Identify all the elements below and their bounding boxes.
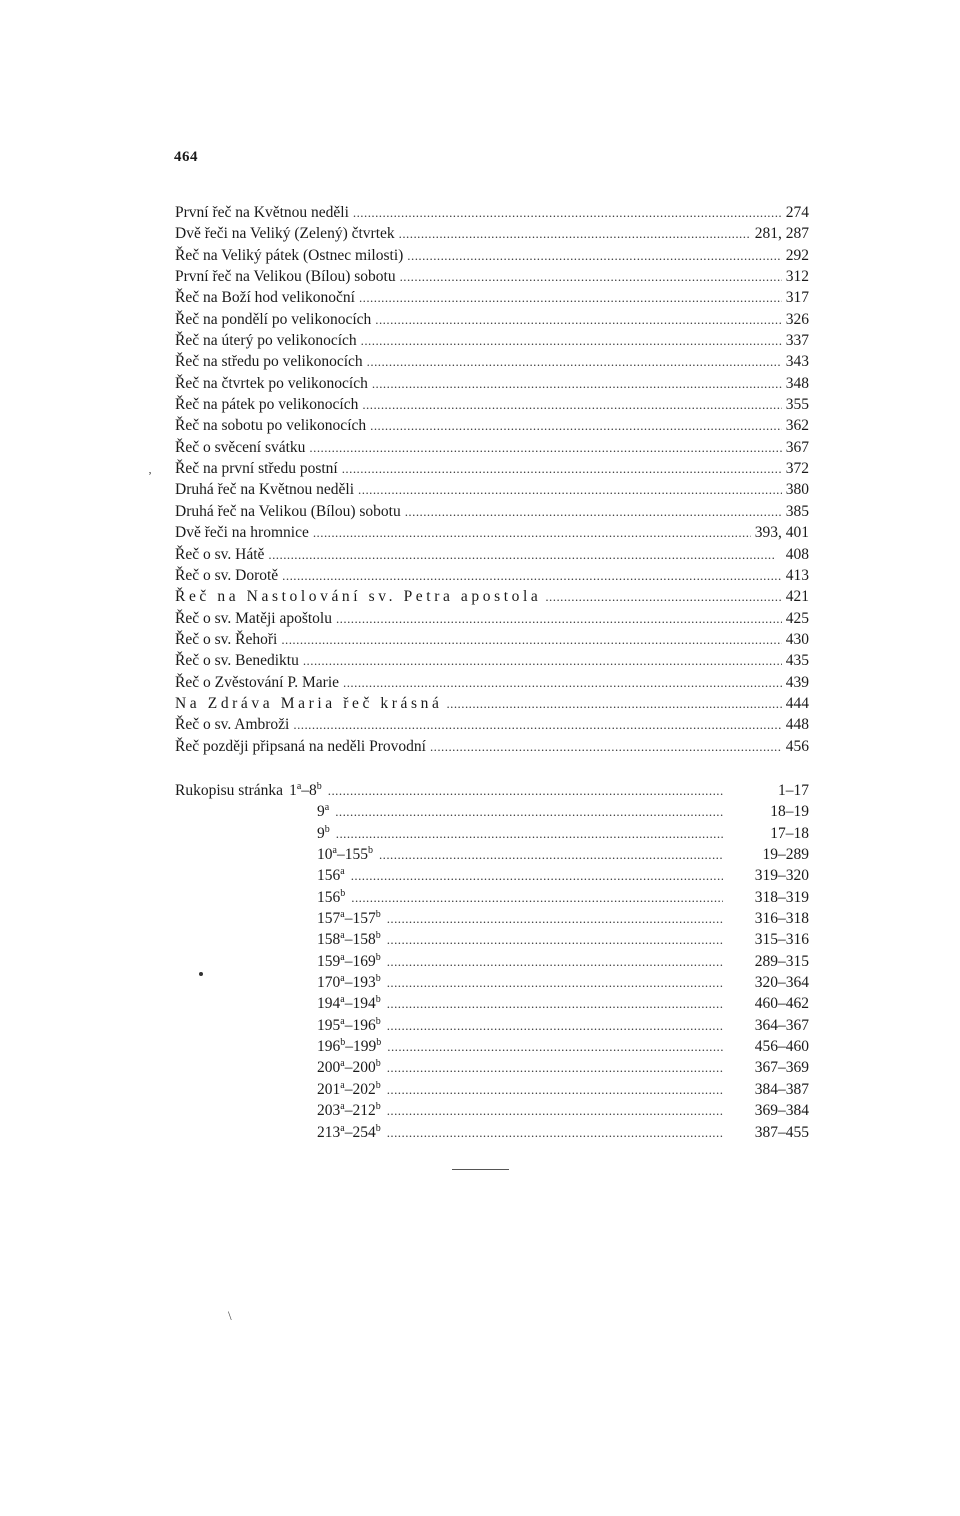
toc-entry-page: 362 [785,417,809,435]
manuscript-page-from: 156 [317,888,341,906]
margin-tick-mark: ‚ [148,462,152,476]
toc-entry-page: 408 [785,545,809,563]
toc-entry [175,415,809,436]
dot-leader [372,373,782,394]
manuscript-page-to: 199 [353,1038,377,1056]
dot-leader [351,865,723,886]
toc-entry [175,544,809,565]
toc-entry-page: 281, 287 [754,225,809,243]
manuscript-page-from: 10 [317,846,333,864]
dot-leader [335,801,723,822]
toc-entry-page: 444 [785,694,809,712]
toc-entry-title: Na Zdráva Maria řeč krásná [175,694,443,712]
manuscript-page-from: 159 [317,952,341,970]
manuscript-page-from-side: b [324,823,330,835]
toc-entry-page: 326 [785,310,809,328]
dot-leader [387,1122,723,1143]
range-dash: – [301,782,310,799]
dot-leader [387,1036,723,1057]
range-dash: – [344,952,353,970]
manuscript-page-from: 170 [317,974,341,992]
dot-leader [387,1057,723,1078]
concordance-row [175,951,809,972]
manuscript-page-to-side: b [375,1122,381,1134]
manuscript-pages [317,951,381,972]
toc-entry [175,586,809,607]
printed-page-range: 18–19 [770,803,809,821]
manuscript-page-from-side: a [340,866,345,878]
toc-entry [175,287,809,308]
toc-entry [175,437,809,458]
toc-entry-title: Řeč o sv. Řehoři [175,630,278,648]
manuscript-page-to-side: b [375,909,381,921]
toc-entry-page: 435 [785,652,809,670]
toc-entry-title: Řeč o sv. Benediktu [175,652,299,670]
manuscript-page-from: 158 [317,931,341,949]
toc-entry-page: 439 [785,673,809,691]
dot-leader [362,394,781,415]
toc-entry-title: Řeč na Veliký pátek (Ostnec milosti) [175,246,404,264]
manuscript-pages [317,929,381,950]
manuscript-page-from-side: a [340,1122,345,1134]
toc-entry-title: První řeč na Květnou neděli [175,204,349,221]
manuscript-page-to-side: b [375,994,381,1006]
range-dash: – [344,995,353,1013]
dot-leader [407,245,781,266]
dot-leader [336,608,782,629]
dot-leader [387,929,723,950]
concordance-row [175,993,809,1014]
range-dash: – [344,1016,353,1034]
toc-entry [175,565,809,586]
manuscript-page-to: 202 [352,1080,376,1098]
printed-page-range: 367–369 [754,1059,809,1077]
toc-entry [175,330,809,351]
manuscript-pages [289,780,322,801]
manuscript-page-to: 158 [352,931,376,949]
toc-entry-page: 337 [785,332,809,350]
toc-entry-title: Dvě řeči na hromnice [175,524,309,542]
concordance-row [175,1079,809,1100]
dot-leader [400,266,782,287]
manuscript-page-from-side: a [324,802,330,814]
toc-entry-title: Řeč o sv. Dorotě [175,566,279,584]
toc-entry-title: Řeč o Zvěstování P. Marie [175,673,340,691]
manuscript-pages [317,801,329,822]
manuscript-page-from-side: a [340,1079,345,1091]
toc-entry-title: Řeč na pondělí po velikonocích [175,310,372,328]
dot-leader [328,780,723,801]
toc-entry-page: 367 [785,438,809,456]
concordance-label: Rukopisu stránka [175,782,284,799]
range-dash: – [344,1059,353,1077]
toc-entry-title: Řeč na sobotu po velikonocích [175,417,367,435]
manuscript-page-to: 194 [352,995,376,1013]
dot-leader [375,309,781,330]
toc-entry-page: 317 [785,289,809,307]
manuscript-page-from-side: a [332,845,337,857]
toc-entry-title: Řeč o sv. Hátě [175,545,265,563]
manuscript-page-to: 212 [352,1102,376,1120]
toc-entry [175,373,809,394]
manuscript-page-concordance [175,780,809,1143]
dot-leader [353,202,782,223]
toc-entry-title: Druhá řeč na Velikou (Bílou) sobotu [175,502,401,520]
manuscript-pages [317,844,373,865]
printed-page-range: 315–316 [754,931,809,949]
dot-leader [303,650,782,671]
concordance-row [175,887,809,908]
toc-entry-page: 274 [785,204,809,221]
manuscript-page-from: 9 [317,824,325,842]
margin-dot-mark [199,972,203,976]
manuscript-page-from: 200 [317,1059,341,1077]
range-dash: – [344,1080,353,1098]
concordance-row [175,908,809,929]
toc-entry-page: 312 [785,268,809,286]
toc-entry-title: Řeč o svěcení svátku [175,438,306,456]
manuscript-page-to: 200 [352,1059,376,1077]
manuscript-pages [317,1122,381,1143]
manuscript-page-from-side: a [340,1058,345,1070]
manuscript-pages [317,1057,381,1078]
toc-entry [175,245,809,266]
toc-entry-title: Řeč na čtvrtek po velikonocích [175,374,368,392]
dot-leader [343,672,782,693]
manuscript-page-from-side: b [340,1037,346,1049]
range-dash: – [344,1102,353,1120]
toc-entry-page: 372 [785,460,809,478]
manuscript-page-from-side: a [340,909,345,921]
toc-entry [175,522,809,543]
manuscript-pages [317,887,345,908]
dot-leader [387,1100,723,1121]
manuscript-page-from: 9 [317,803,325,821]
printed-page-range: 320–364 [754,974,809,992]
dot-leader [281,629,781,650]
toc-entry [175,693,809,714]
dot-leader [387,951,723,972]
manuscript-pages [317,865,345,886]
printed-page-range: 318–319 [754,888,809,906]
manuscript-page-to-side: b [375,973,381,985]
manuscript-page-from: 194 [317,995,341,1013]
manuscript-page-from: 157 [317,910,341,928]
dot-leader [336,823,723,844]
toc-entry [175,672,809,693]
toc-entry [175,266,809,287]
dot-leader [446,693,781,714]
manuscript-page-from-side: a [340,930,345,942]
dot-leader [387,1015,723,1036]
concordance-row [175,929,809,950]
toc-entry-title: Řeč na středu po velikonocích [175,353,363,371]
toc-entry [175,501,809,522]
dot-leader [342,458,782,479]
concordance-row [175,801,809,822]
toc-entry [175,394,809,415]
range-dash: – [344,931,353,949]
toc-entry [175,458,809,479]
manuscript-page-from: 156 [317,867,341,885]
concordance-row [175,780,809,801]
printed-page-range: 316–318 [754,910,809,928]
printed-page-range: 1–17 [778,782,809,799]
manuscript-pages [317,993,381,1014]
toc-entry-page: 421 [785,588,809,606]
concordance-row [175,972,809,993]
dot-leader [387,993,723,1014]
dot-leader [387,972,723,993]
printed-page-range: 369–384 [754,1102,809,1120]
printed-page-range: 19–289 [762,846,809,864]
manuscript-page-to-side: b [375,1015,381,1027]
toc-entry-page: 456 [785,737,809,755]
manuscript-page-from-side: a [340,1015,345,1027]
manuscript-pages [317,1036,381,1057]
range-dash: – [344,910,353,928]
toc-entry-page: 348 [785,374,809,392]
dot-leader [545,586,781,607]
manuscript-page-to-side: b [375,1079,381,1091]
range-dash: – [344,1123,353,1141]
toc-entry-title: Řeč později připsaná na neděli Provodní [175,737,426,755]
manuscript-page-from: 196 [317,1038,341,1056]
toc-entry-page: 343 [785,353,809,371]
manuscript-page-to: 8 [309,782,317,799]
manuscript-page-from: 213 [317,1123,341,1141]
manuscript-page-from: 195 [317,1016,341,1034]
manuscript-pages [317,972,381,993]
toc-entry-title: Řeč o sv. Matěji apoštolu [175,609,332,627]
toc-entry [175,629,809,650]
toc-entry [175,202,809,223]
range-dash: – [345,1038,353,1056]
dot-leader [359,287,782,308]
dot-leader [351,887,723,908]
toc-entry-title: První řeč na Velikou (Bílou) sobotu [175,268,396,286]
toc-entry-page: 425 [785,609,809,627]
manuscript-page-to-side: b [375,951,381,963]
toc-entry-page: 393, 401 [754,524,809,542]
toc-entry [175,309,809,330]
manuscript-pages [317,1079,381,1100]
manuscript-pages [317,823,330,844]
printed-page-range: 387–455 [754,1123,809,1141]
toc-entry-page: 292 [785,246,809,264]
concordance-row [175,844,809,865]
toc-entry-title: Dvě řeči na Veliký (Zelený) čtvrtek [175,225,395,243]
page-number: 464 [174,149,198,165]
manuscript-pages [317,1100,381,1121]
dot-leader [405,501,782,522]
closing-rule [452,1169,509,1170]
dot-leader [367,351,782,372]
toc-entry [175,736,809,757]
dot-leader [293,714,781,735]
manuscript-page-from: 203 [317,1102,341,1120]
dot-leader [399,223,751,244]
manuscript-page-from-side: a [340,973,345,985]
printed-page-range: 456–460 [754,1038,809,1056]
toc-entry-page: 430 [785,630,809,648]
manuscript-page-from-side: a [340,1101,345,1113]
toc-entry-title: Druhá řeč na Květnou neděli [175,481,355,499]
printed-page-range: 319–320 [754,867,809,885]
dot-leader [387,1079,723,1100]
concordance-row [175,1100,809,1121]
manuscript-page-from-side: a [340,951,345,963]
toc-entry [175,608,809,629]
manuscript-page-to-side: b [375,1058,381,1070]
toc-entry-title: Řeč na Nastolování sv. Petra apostola [175,588,542,606]
manuscript-page-to-side: b [375,930,381,942]
dot-leader [282,565,782,586]
table-of-contents [175,202,809,757]
manuscript-page-to: 157 [352,910,376,928]
manuscript-page-from: 201 [317,1080,341,1098]
manuscript-page-to: 196 [352,1016,376,1034]
manuscript-page-from: 1 [289,782,297,799]
manuscript-page-from-side: a [340,994,345,1006]
dot-leader [313,522,751,543]
toc-entry [175,714,809,735]
printed-page-range: 289–315 [754,952,809,970]
toc-entry-title: Řeč na Boží hod velikonoční [175,289,355,307]
manuscript-pages [317,908,381,929]
toc-entry-page: 413 [785,566,809,584]
concordance-row [175,1122,809,1143]
dot-leader [379,844,723,865]
toc-entry [175,223,809,244]
concordance-row [175,1036,809,1057]
concordance-row [175,823,809,844]
toc-entry [175,650,809,671]
dot-leader [268,544,781,565]
dot-leader [430,736,782,757]
manuscript-page-to: 193 [352,974,376,992]
toc-entry-title: Řeč na první středu postní [175,460,338,478]
manuscript-page-from-side: b [340,887,346,899]
toc-entry-title: Řeč o sv. Ambroži [175,716,290,734]
toc-entry-page: 355 [785,396,809,414]
dot-leader [370,415,782,436]
printed-page-range: 460–462 [754,995,809,1013]
printed-page-range: 17–18 [770,824,809,842]
dot-leader [361,330,782,351]
toc-entry-title: Řeč na úterý po velikonocích [175,332,357,350]
range-dash: – [344,974,353,992]
manuscript-page-to: 254 [352,1123,376,1141]
toc-entry-page: 380 [785,481,809,499]
toc-entry-title: Řeč na pátek po velikonocích [175,396,359,414]
dot-leader [358,479,782,500]
manuscript-page-to-side: b [316,781,322,792]
toc-entry-page: 385 [785,502,809,520]
stray-mark: \ [228,1308,232,1323]
manuscript-pages [317,1015,381,1036]
toc-entry [175,351,809,372]
manuscript-page-to-side: b [375,1101,381,1113]
printed-page-range: 384–387 [754,1080,809,1098]
manuscript-page-from-side: a [296,781,302,792]
range-dash: – [336,846,345,864]
manuscript-page-to-side: b [367,845,373,857]
manuscript-page-to: 155 [344,846,368,864]
manuscript-page-to-side: b [376,1037,382,1049]
concordance-row [175,865,809,886]
concordance-row [175,1015,809,1036]
printed-page-range: 364–367 [754,1016,809,1034]
manuscript-page-to: 169 [352,952,376,970]
dot-leader [309,437,781,458]
concordance-row [175,1057,809,1078]
dot-leader [387,908,723,929]
toc-entry-page: 448 [785,716,809,734]
toc-entry [175,479,809,500]
